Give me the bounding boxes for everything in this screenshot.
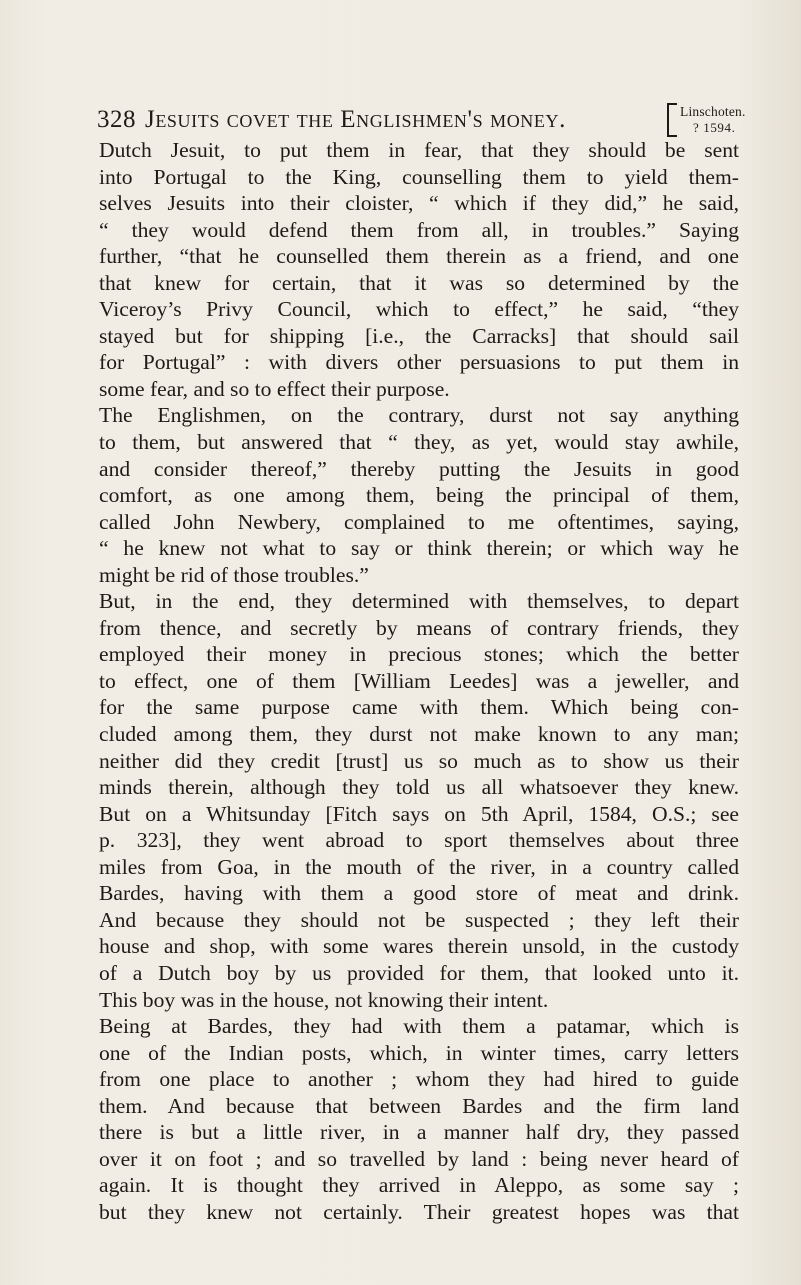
text-line: stayed but for shipping [i.e., the Carracks] that should sail [99, 323, 739, 348]
running-head [97, 92, 746, 142]
text-line: Being at Bardes, they had with them a patamar, which is [99, 1014, 739, 1039]
text-line: one of the Indian posts, which, in winter times, carry letters [99, 1040, 739, 1065]
text-line: employed their money in precious stones; which the better [99, 642, 739, 667]
text-line: again. It is thought they arrived in Aleppo, as some say ; [99, 1173, 739, 1198]
text-line: cluded among them, they durst not make known to any man; [99, 722, 739, 747]
text-line: them. And because that between Bardes and the firm land [99, 1093, 739, 1118]
text-line: Viceroy’s Privy Council, which to effect,” he said, “they [99, 297, 739, 322]
text-line: Dutch Jesuit, to put them in fear, that they should be sent [99, 138, 739, 162]
text-line: but they knew not certainly. Their greatest hopes was that [99, 1199, 739, 1224]
text-line: selves Jesuits into their cloister, “ which if they did,” he said, [99, 191, 739, 216]
text-line: from thence, and secretly by means of contrary friends, they [99, 615, 739, 640]
text-line: for Portugal” : with divers other persuasions to put them in [99, 350, 739, 375]
text-line: to effect, one of them [William Leedes] was a jeweller, and [99, 668, 739, 693]
text-line: But on a Whitsunday [Fitch says on 5th April, 1584, O.S.; see [99, 801, 739, 826]
text-line: This boy was in the house, not knowing their intent. [99, 987, 549, 1012]
text-line: to them, but answered that “ they, as yet, would stay awhile, [99, 430, 739, 455]
side-note-bracket [667, 103, 677, 137]
text-line: comfort, as one among them, being the principal of them, [99, 483, 739, 508]
body-text [99, 137, 739, 1225]
text-line: But, in the end, they determined with themselves, to depart [99, 589, 739, 614]
text-line: Bardes, having with them a good store of meat and drink. [99, 881, 739, 906]
text-line: over it on foot ; and so travelled by land : being never heard of [99, 1146, 739, 1171]
text-line: of a Dutch boy by us provided for them, that looked unto it. [99, 960, 739, 985]
text-line: there is but a little river, in a manner half dry, they passed [99, 1120, 739, 1145]
text-line: might be rid of those troubles.” [99, 562, 369, 587]
text-line: called John Newbery, complained to me oftentimes, saying, [99, 509, 739, 534]
text-line: house and shop, with some wares therein unsold, in the custody [99, 934, 739, 959]
text-line: “ they would defend them from all, in troubles.” Saying [99, 217, 739, 242]
text-line: p. 323], they went abroad to sport themselves about three [99, 828, 739, 853]
side-note [667, 103, 746, 139]
text-line: minds therein, although they told us all whatsoever they knew. [99, 775, 739, 800]
side-note-year: ? 1594. [693, 120, 736, 135]
text-line: miles from Goa, in the mouth of the river, in a country called [99, 854, 739, 879]
text-line: “ he knew not what to say or think therein; or which way he [99, 536, 739, 561]
text-line: The Englishmen, on the contrary, durst not say anything [99, 403, 739, 428]
text-line: And because they should not be suspected ; they left their [99, 907, 739, 932]
text-line: into Portugal to the King, counselling them to yield them- [99, 164, 739, 189]
text-line: and consider thereof,” thereby putting the Jesuits in good [99, 456, 739, 481]
text-line: that knew for certain, that it was so determined by the [99, 270, 739, 295]
side-note-author: Linschoten. [680, 104, 746, 119]
page-number: 328 [97, 106, 136, 133]
text-line: some fear, and so to effect their purpose. [99, 376, 450, 401]
text-line: neither did they credit [trust] us so much as to show us their [99, 748, 739, 773]
text-line: further, “that he counselled them therein as a friend, and one [99, 244, 739, 269]
text-line: for the same purpose came with them. Which being con- [99, 695, 739, 720]
text-line: from one place to another ; whom they had hired to guide [99, 1067, 739, 1092]
running-head-title: Jesuits covet the Englishmen's money. [145, 106, 566, 133]
